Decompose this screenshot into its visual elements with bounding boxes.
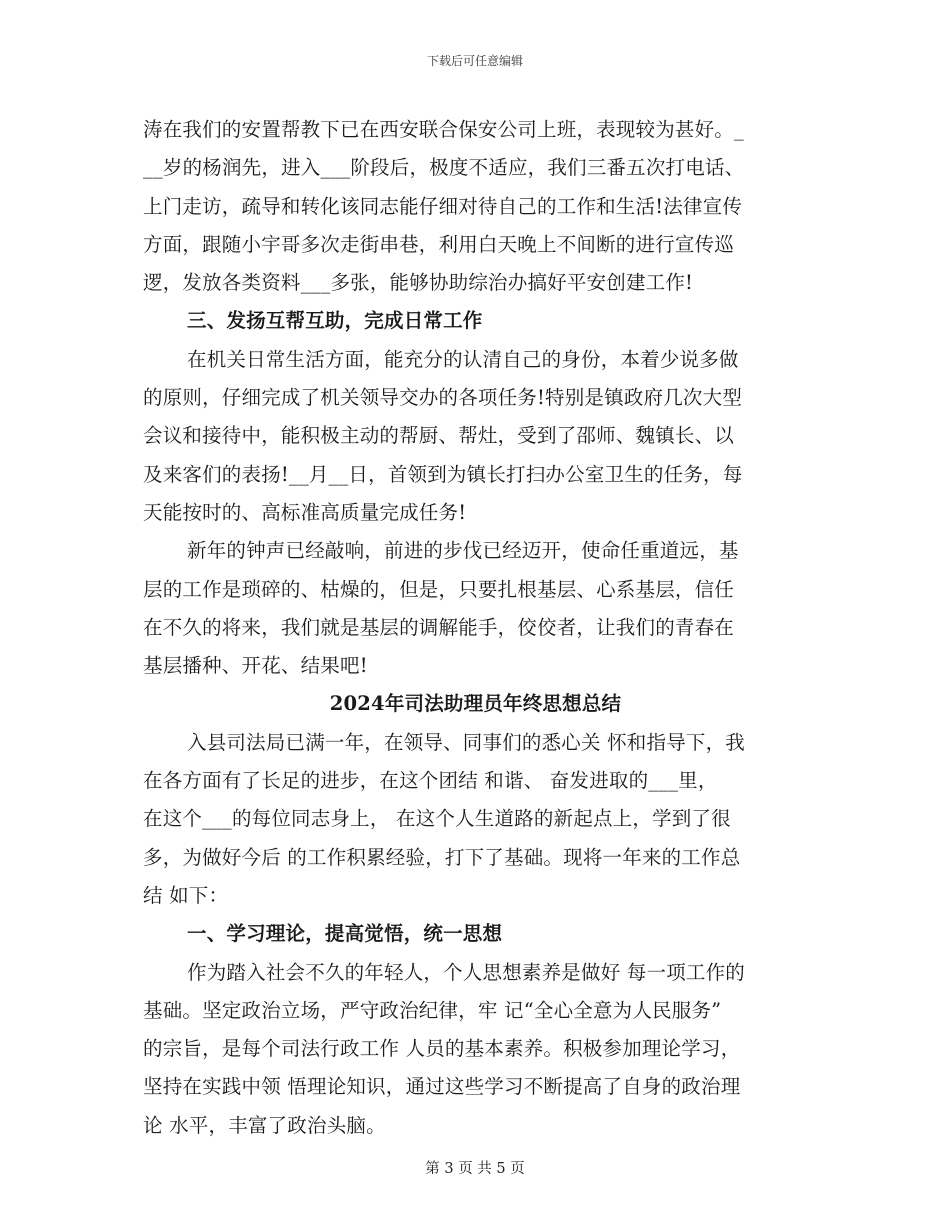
text-line: 在各方面有了长足的进步，在这个团结 和谐、 奋发进取的___里， bbox=[143, 769, 718, 793]
text-line: 逻，发放各类资料___多张，能够协助综治办搞好平安创建工作! bbox=[143, 271, 694, 295]
text-line: 天能按时的、高标准高质量完成任务! bbox=[143, 500, 467, 524]
text-line: 论 水平，丰富了政治头脑。 bbox=[143, 1113, 386, 1137]
document-title: 2024年司法助理员年终思想总结 bbox=[329, 692, 622, 716]
text-line: 基础。坚定政治立场，严守政治纪律，牢 记“全心全意为人民服务” bbox=[143, 998, 722, 1022]
text-line: 的宗旨，是每个司法行政工作 人员的基本素养。积极参加理论学习， bbox=[143, 1037, 741, 1061]
text-line: 多，为做好今后 的工作积累经验，打下了基础。现将一年来的工作总 bbox=[143, 845, 741, 869]
text-line: 层的工作是琐碎的、枯燥的，但是，只要扎根基层、心系基层，信任 bbox=[143, 577, 735, 601]
page-footer: 第 3 页 共 5 页 bbox=[425, 1161, 525, 1177]
document-body bbox=[143, 111, 808, 1145]
text-line: 基层播种、开花、结果吧! bbox=[143, 654, 368, 678]
text-line: 上门走访，疏导和转化该同志能仔细对待自己的工作和生活!法律宣传 bbox=[143, 194, 743, 218]
text-line: 及来客们的表扬!__月__日，首领到为镇长打扫办公室卫生的任务，每 bbox=[143, 462, 743, 486]
paragraph-start: 作为踏入社会不久的年轻人，个人思想素养是做好 每一项工作的 bbox=[187, 960, 745, 984]
text-line: 坚持在实践中领 悟理论知识，通过这些学习不断提高了自身的政治理 bbox=[143, 1075, 741, 1099]
text-line: 结 如下： bbox=[143, 883, 229, 907]
text-line: 在这个___的每位同志身上， 在这个人生道路的新起点上，学到了很 bbox=[143, 807, 731, 831]
text-line: 的原则，仔细完成了机关领导交办的各项任务!特别是镇政府几次大型 bbox=[143, 386, 743, 410]
text-line: 在不久的将来，我们就是基层的调解能手，佼佼者，让我们的青春在 bbox=[143, 615, 735, 639]
paragraph-start: 新年的钟声已经敲响，前进的步伐已经迈开，使命任重道远，基 bbox=[187, 539, 739, 563]
text-line: __岁的杨润先，进入___阶段后，极度不适应，我们三番五次打电话、 bbox=[143, 156, 745, 180]
page-header: 下载后可任意编辑 bbox=[426, 54, 523, 68]
section-heading: 一、学习理论，提高觉悟，统一思想 bbox=[187, 922, 503, 946]
text-line: 方面，跟随小宇哥多次走街串巷，利用白天晚上不间断的进行宣传巡 bbox=[143, 232, 735, 256]
paragraph-start: 入县司法局已满一年，在领导、同事们的悉心关 怀和指导下，我 bbox=[187, 730, 745, 754]
paragraph-start: 在机关日常生活方面，能充分的认清自己的身份，本着少说多做 bbox=[187, 347, 739, 371]
text-line: 会议和接待中，能积极主动的帮厨、帮灶，受到了邵师、魏镇长、以 bbox=[143, 424, 735, 448]
text-line: 涛在我们的安置帮教下已在西安联合保安公司上班，表现较为甚好。_ bbox=[143, 118, 744, 141]
section-heading: 三、发扬互帮互助，完成日常工作 bbox=[187, 309, 483, 333]
